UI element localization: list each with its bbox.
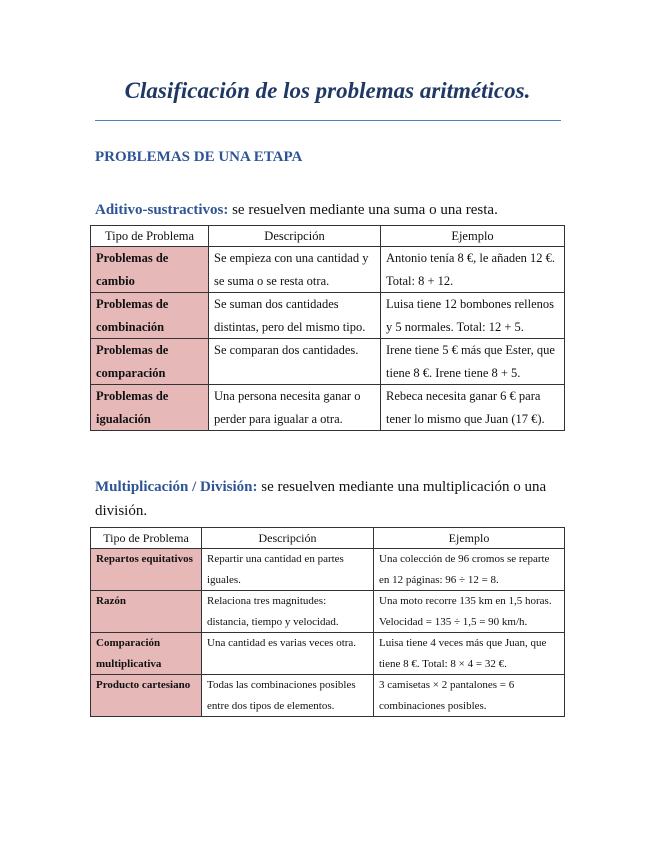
problem-example: Antonio tenía 8 €, le añaden 12 €. Total: 8 + 12. <box>381 247 565 293</box>
problem-example: Luisa tiene 12 bombones rellenos y 5 normales. Total: 12 + 5. <box>381 293 565 339</box>
problem-description: Se suman dos cantidades distintas, pero del mismo tipo. <box>209 293 381 339</box>
problem-description: Relaciona tres magnitudes: distancia, tiempo y velocidad. <box>202 591 374 633</box>
table-header-row <box>91 226 565 247</box>
multiplicative-intro-text: se resuelven mediante una multiplicación o una división. <box>95 479 547 519</box>
document-title: Clasificación de los problemas aritméticos. <box>124 78 531 103</box>
problem-example: Luisa tiene 4 veces más que Juan, que tiene 8 €. Total: 8 × 4 = 32 €. <box>374 633 565 675</box>
problem-type: Producto cartesiano <box>91 675 202 717</box>
problem-type: Comparación multiplicativa <box>91 633 202 675</box>
table-row <box>91 385 565 431</box>
additive-intro <box>95 198 565 222</box>
problem-description: Una persona necesita ganar o perder para igualar a otra. <box>209 385 381 431</box>
header-type: Tipo de Problema <box>91 226 209 247</box>
header-example: Ejemplo <box>381 226 565 247</box>
table-row <box>91 633 565 675</box>
problem-example: Rebeca necesita ganar 6 € para tener lo mismo que Juan (17 €). <box>381 385 565 431</box>
problem-example: Una moto recorre 135 km en 1,5 horas. Velocidad = 135 ÷ 1,5 = 90 km/h. <box>374 591 565 633</box>
problem-type: Problemas de comparación <box>91 339 209 385</box>
header-type: Tipo de Problema <box>91 528 202 549</box>
title-divider <box>95 120 561 121</box>
problem-type: Repartos equitativos <box>91 549 202 591</box>
multiplicative-table <box>90 527 565 717</box>
header-description: Descripción <box>209 226 381 247</box>
problem-type: Razón <box>91 591 202 633</box>
table-row <box>91 247 565 293</box>
problem-description: Se comparan dos cantidades. <box>209 339 381 385</box>
problem-example: 3 camisetas × 2 pantalones = 6 combinaciones posibles. <box>374 675 565 717</box>
additive-lead: Aditivo-sustractivos: <box>95 202 229 218</box>
table-row <box>91 591 565 633</box>
additive-table <box>90 225 565 431</box>
table-row <box>91 339 565 385</box>
multiplicative-lead: Multiplicación / División: <box>95 479 258 495</box>
table-header-row <box>91 528 565 549</box>
header-example: Ejemplo <box>374 528 565 549</box>
problem-type: Problemas de cambio <box>91 247 209 293</box>
table-row <box>91 293 565 339</box>
table-row <box>91 549 565 591</box>
problem-description: Repartir una cantidad en partes iguales. <box>202 549 374 591</box>
additive-intro-text: se resuelven mediante una suma o una resta. <box>228 202 498 218</box>
header-description: Descripción <box>202 528 374 549</box>
problem-example: Una colección de 96 cromos se reparte en 12 páginas: 96 ÷ 12 = 8. <box>374 549 565 591</box>
problem-description: Una cantidad es varias veces otra. <box>202 633 374 675</box>
problem-type: Problemas de combinación <box>91 293 209 339</box>
problem-type: Problemas de igualación <box>91 385 209 431</box>
problem-description: Se empieza con una cantidad y se suma o se resta otra. <box>209 247 381 293</box>
problem-description: Todas las combinaciones posibles entre dos tipos de elementos. <box>202 675 374 717</box>
problem-example: Irene tiene 5 € más que Ester, que tiene 8 €. Irene tiene 8 + 5. <box>381 339 565 385</box>
section-heading: PROBLEMAS DE UNA ETAPA <box>95 149 303 165</box>
multiplicative-intro <box>95 475 565 523</box>
table-row <box>91 675 565 717</box>
